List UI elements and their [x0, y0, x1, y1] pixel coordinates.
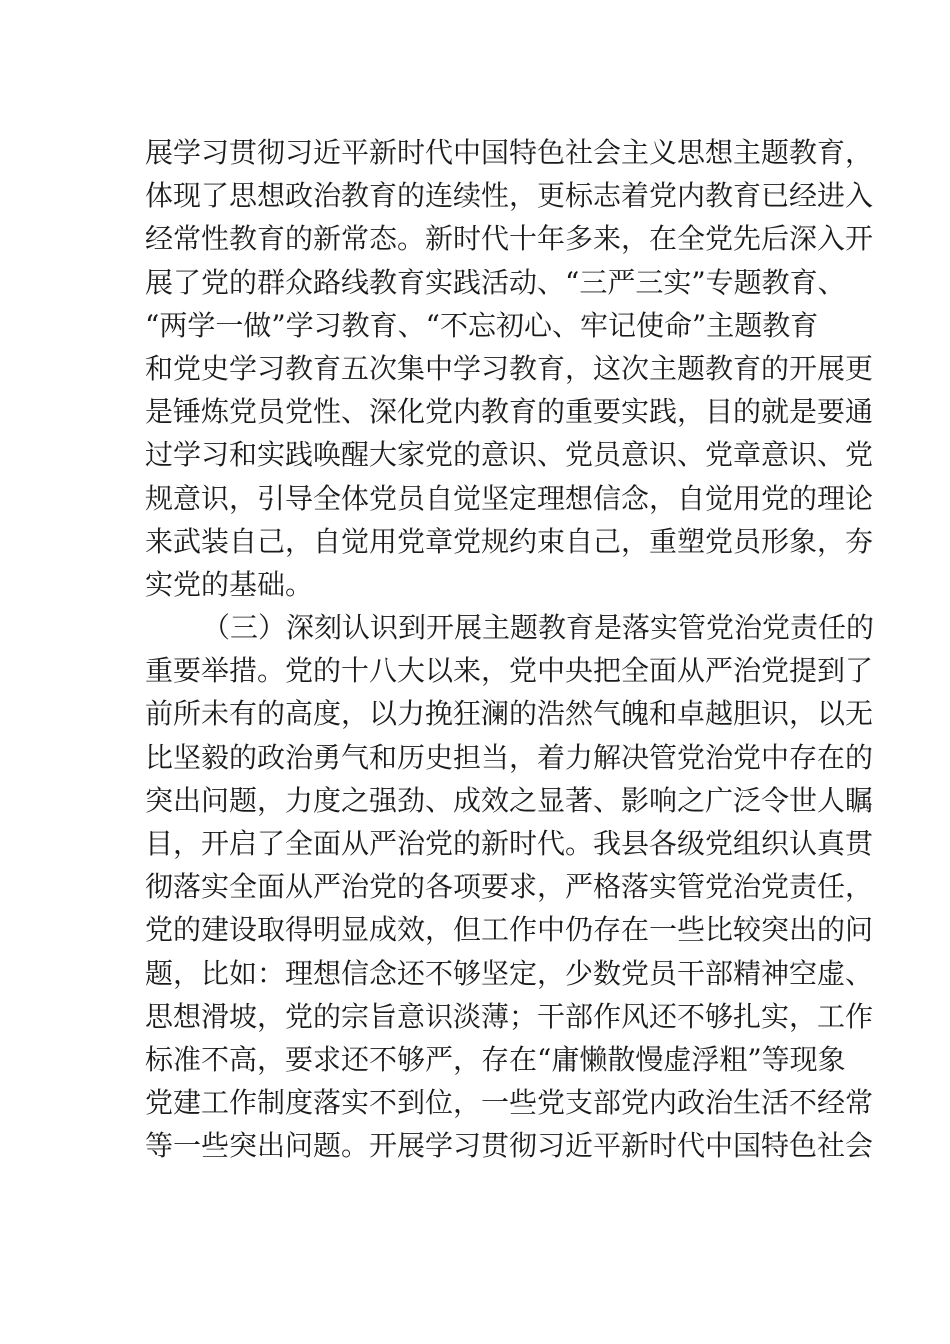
text-line: 过学习和实践唤醒大家党的意识、党员意识、党章意识、党	[145, 438, 874, 472]
paragraph-end-line: 实党的基础。	[145, 567, 314, 601]
text-line: “两学一做”学习教育、“不忘初心、牢记使命”主题教育	[145, 308, 819, 342]
text-line: 和党史学习教育五次集中学习教育，这次主题教育的开展更	[145, 351, 874, 385]
text-line: 展学习贯彻习近平新时代中国特色社会主义思想主题教育，	[145, 136, 874, 169]
body-text	[145, 131, 875, 1168]
text-line: 突出问题，力度之强劲、成效之显著、影响之广泛令世人瞩	[145, 783, 874, 817]
text-line: 前所未有的高度，以力挽狂澜的浩然气魄和卓越胆识，以无	[145, 697, 874, 731]
text-line: 展了党的群众路线教育实践活动、“三严三实”专题教育、	[145, 265, 846, 299]
text-line: 题，比如：理想信念还不够坚定，少数党员干部精神空虚、	[145, 956, 874, 990]
text-line: 体现了思想政治教育的连续性，更标志着党内教育已经进入	[145, 179, 874, 213]
text-line: 比坚毅的政治勇气和历史担当，着力解决管党治党中存在的	[145, 740, 874, 774]
text-line: 来武装自己，自觉用党章党规约束自己，重塑党员形象，夯	[145, 524, 874, 558]
text-line: 经常性教育的新常态。新时代十年多来，在全党先后深入开	[145, 222, 874, 256]
text-line: 党的建设取得明显成效，但工作中仍存在一些比较突出的问	[145, 913, 874, 947]
text-line: 思想滑坡，党的宗旨意识淡薄；干部作风还不够扎实，工作	[145, 999, 874, 1033]
text-line: 规意识，引导全体党员自觉坚定理想信念，自觉用党的理论	[145, 481, 874, 515]
text-line: 党建工作制度落实不到位，一些党支部党内政治生活不经常	[145, 1086, 874, 1120]
text-line: 重要举措。党的十八大以来，党中央把全面从严治党提到了	[145, 654, 874, 688]
text-line: 目，开启了全面从严治党的新时代。我县各级党组织认真贯	[145, 827, 874, 860]
text-line: 等一些突出问题。开展学习贯彻习近平新时代中国特色社会	[145, 1129, 874, 1163]
text-line: 标准不高，要求还不够严，存在“庸懒散慢虚浮粗”等现象	[145, 1042, 846, 1076]
text-line: 彻落实全面从严治党的各项要求，严格落实管党治党责任，	[145, 870, 874, 904]
section-heading-line: （三）深刻认识到开展主题教育是落实管党治党责任的	[202, 611, 875, 645]
text-line: 是锤炼党员党性、深化党内教育的重要实践，目的就是要通	[145, 395, 874, 429]
